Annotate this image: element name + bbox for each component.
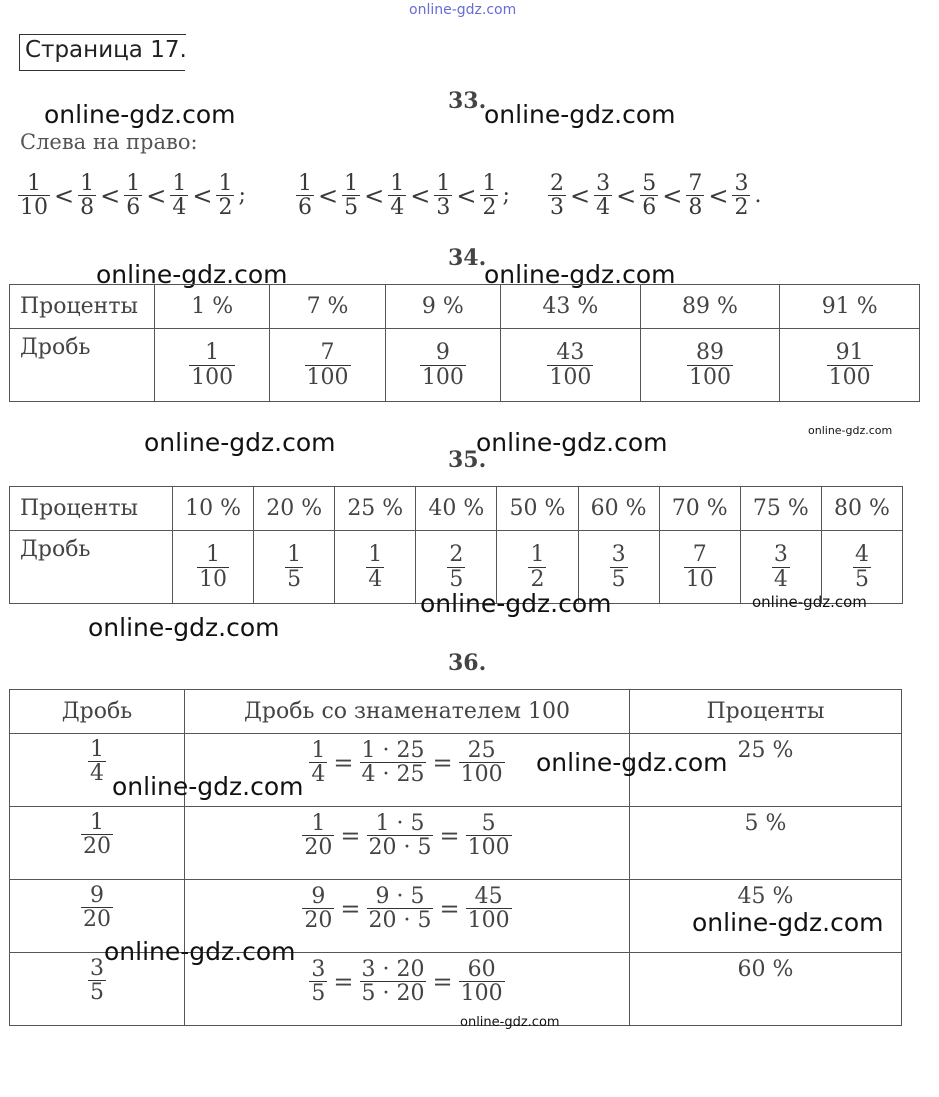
fraction <box>528 543 546 590</box>
denominator: 20 <box>83 834 111 860</box>
numerator: 1 · 5 <box>375 811 425 836</box>
fraction <box>853 543 871 590</box>
numerator: 1 <box>80 171 95 196</box>
conversion-equation <box>302 885 511 932</box>
numerator: 43 <box>556 340 585 366</box>
problem-36-table <box>9 689 902 1026</box>
operator: = <box>439 894 460 923</box>
fraction <box>640 172 658 219</box>
percent-cell: 40 % <box>416 487 497 531</box>
fraction <box>388 172 406 219</box>
denominator: 5 <box>311 981 326 1007</box>
row-label-percent: Проценты <box>10 285 155 329</box>
conversion-equation <box>302 812 511 859</box>
watermark: online-gdz.com <box>104 937 296 966</box>
denominator: 3 <box>550 195 564 221</box>
percent-cell: 75 % <box>740 487 821 531</box>
header-fraction-100: Дробь со знаменателем 100 <box>185 690 630 734</box>
fraction <box>189 341 235 388</box>
denominator: 100 <box>306 364 349 390</box>
watermark: online-gdz.com <box>420 589 612 618</box>
header-fraction: Дробь <box>10 690 185 734</box>
fraction <box>197 543 229 590</box>
problem-34-table <box>9 284 920 402</box>
fraction <box>366 543 384 590</box>
numerator: 7 <box>692 542 707 568</box>
numerator: 1 <box>311 811 326 836</box>
numerator: 91 <box>835 340 864 366</box>
fraction <box>285 543 303 590</box>
numerator: 1 <box>172 171 187 196</box>
numerator: 1 <box>298 171 312 196</box>
watermark: online-gdz.com <box>484 260 676 289</box>
numerator: 1 <box>368 542 383 568</box>
fraction-chain-2 <box>296 172 510 219</box>
denominator: 5 <box>611 566 626 592</box>
denominator: 2 <box>482 195 497 221</box>
fraction <box>302 885 334 932</box>
denominator: 100 <box>460 762 503 788</box>
numerator: 9 <box>435 340 450 366</box>
problem-33-number: 33. <box>448 88 487 114</box>
operator: < <box>410 181 431 210</box>
numerator: 3 · 20 <box>361 957 425 982</box>
operator: = <box>432 748 453 777</box>
fraction <box>367 812 434 859</box>
percent-cell: 20 % <box>254 487 335 531</box>
problem-35-number: 35. <box>448 447 487 473</box>
numerator: 9 <box>90 883 104 908</box>
fraction-cell <box>501 329 641 402</box>
watermark: online-gdz.com <box>112 772 304 801</box>
denominator: 4 <box>773 566 788 592</box>
problem-33-intro: Слева на право: <box>20 130 198 154</box>
percent-cell: 5 % <box>630 807 902 880</box>
denominator: 5 <box>287 566 302 592</box>
problem-34-number: 34. <box>448 245 487 271</box>
watermark: online-gdz.com <box>536 748 728 777</box>
numerator: 3 <box>734 171 749 196</box>
watermark: online-gdz.com <box>808 424 893 437</box>
percent-cell: 45 % <box>630 880 902 953</box>
fraction <box>772 543 790 590</box>
fraction <box>732 172 750 219</box>
percent-cell: 25 % <box>630 734 902 807</box>
fraction <box>78 172 96 219</box>
operator: < <box>146 181 167 210</box>
denominator: 2 <box>530 566 545 592</box>
fraction <box>305 341 351 388</box>
fraction <box>434 172 452 219</box>
numerator: 1 <box>27 171 41 196</box>
operator: < <box>54 181 75 210</box>
numerator: 1 <box>90 810 104 835</box>
fraction <box>170 172 188 219</box>
numerator: 60 <box>467 957 496 982</box>
numerator: 7 <box>320 340 335 366</box>
fraction <box>686 172 704 219</box>
row-label-fraction: Дробь <box>10 531 173 604</box>
numerator: 3 <box>596 171 611 196</box>
fraction <box>296 172 314 219</box>
denominator: 20 <box>304 908 333 934</box>
denominator: 3 <box>436 195 451 221</box>
fraction <box>216 172 234 219</box>
percent-cell: 25 % <box>335 487 416 531</box>
numerator: 1 <box>206 542 221 568</box>
fraction <box>459 958 505 1005</box>
fraction-cell <box>270 329 385 402</box>
operator: < <box>616 181 637 210</box>
watermark: online-gdz.com <box>44 100 236 129</box>
fraction-cell <box>335 531 416 604</box>
denominator: 8 <box>688 195 703 221</box>
numerator: 3 <box>773 542 788 568</box>
percent-cell: 9 % <box>385 285 500 329</box>
fraction <box>309 958 327 1005</box>
operator: = <box>340 894 361 923</box>
fraction <box>594 172 612 219</box>
numerator: 1 <box>287 542 302 568</box>
operator: < <box>318 181 339 210</box>
fraction <box>827 341 873 388</box>
operator: = <box>340 821 361 850</box>
numerator: 1 <box>344 171 359 196</box>
numerator: 2 <box>550 171 564 196</box>
denominator: 2 <box>218 195 233 221</box>
denominator: 100 <box>460 981 503 1007</box>
numerator: 1 <box>90 737 104 762</box>
denominator: 6 <box>298 195 312 221</box>
fraction <box>124 172 142 219</box>
numerator: 3 <box>611 542 626 568</box>
fraction-cell <box>173 531 254 604</box>
percent-cell: 91 % <box>780 285 920 329</box>
denominator: 5 <box>854 566 869 592</box>
operator: < <box>662 181 683 210</box>
denominator: 100 <box>467 908 510 934</box>
fraction-cell <box>155 329 270 402</box>
fraction <box>547 341 593 388</box>
conversion-cell <box>185 807 630 880</box>
denominator: 4 <box>90 761 104 787</box>
denominator: 20 · 5 <box>368 835 432 861</box>
fraction-cell <box>254 531 335 604</box>
page-title: Страница 17. <box>25 37 187 63</box>
fraction <box>687 341 733 388</box>
header-percent: Проценты <box>630 690 902 734</box>
conversion-equation <box>309 958 504 1005</box>
fraction <box>367 885 434 932</box>
watermark: online-gdz.com <box>144 428 336 457</box>
denominator: 100 <box>191 364 234 390</box>
denominator: 20 <box>304 835 333 861</box>
operator: = <box>333 967 354 996</box>
denominator: 100 <box>421 364 464 390</box>
numerator: 45 <box>474 884 503 909</box>
conversion-equation <box>309 739 504 786</box>
numerator: 5 <box>481 811 496 836</box>
denominator: 4 <box>368 566 383 592</box>
punctuation: . <box>754 183 762 209</box>
numerator: 1 <box>311 738 326 763</box>
fraction-cell <box>659 531 740 604</box>
fraction <box>466 812 512 859</box>
fraction <box>18 172 50 219</box>
denominator: 5 <box>449 566 464 592</box>
numerator: 1 <box>390 171 405 196</box>
denominator: 100 <box>828 364 871 390</box>
fraction-cell <box>640 329 780 402</box>
operator: = <box>439 821 460 850</box>
fraction <box>342 172 360 219</box>
fraction <box>447 543 465 590</box>
denominator: 6 <box>642 195 657 221</box>
fraction-chain-3 <box>548 172 761 219</box>
fraction <box>480 172 498 219</box>
fraction <box>309 739 327 786</box>
operator: < <box>570 181 591 210</box>
denominator: 4 <box>390 195 405 221</box>
watermark: online-gdz.com <box>460 1015 560 1030</box>
percent-cell: 60 % <box>630 953 902 1026</box>
numerator: 9 · 5 <box>375 884 425 909</box>
percent-cell: 70 % <box>659 487 740 531</box>
fraction <box>81 811 113 858</box>
fraction <box>302 812 334 859</box>
percent-cell: 50 % <box>497 487 578 531</box>
denominator: 10 <box>199 566 228 592</box>
numerator: 7 <box>688 171 703 196</box>
fraction <box>466 885 512 932</box>
fraction <box>459 739 505 786</box>
fraction <box>548 172 566 219</box>
operator: < <box>456 181 477 210</box>
fraction <box>684 543 716 590</box>
watermark: online-gdz.com <box>476 428 668 457</box>
percent-cell: 60 % <box>578 487 659 531</box>
watermark: online-gdz.com <box>88 613 280 642</box>
operator: < <box>192 181 213 210</box>
numerator: 3 <box>311 957 326 982</box>
fraction-cell <box>780 329 920 402</box>
operator: < <box>364 181 385 210</box>
watermark: online-gdz.com <box>96 260 288 289</box>
denominator: 4 <box>596 195 611 221</box>
fraction-cell <box>385 329 500 402</box>
punctuation: ; <box>238 183 246 209</box>
numerator: 1 · 25 <box>361 738 425 763</box>
fraction <box>360 958 427 1005</box>
percent-cell: 80 % <box>821 487 902 531</box>
denominator: 4 · 25 <box>361 762 425 788</box>
denominator: 100 <box>688 364 731 390</box>
denominator: 2 <box>734 195 749 221</box>
numerator: 1 <box>436 171 451 196</box>
numerator: 3 <box>90 956 104 981</box>
problem-35-table <box>9 486 903 604</box>
fraction <box>610 543 628 590</box>
percent-cell: 89 % <box>640 285 780 329</box>
numerator: 1 <box>530 542 545 568</box>
denominator: 100 <box>467 835 510 861</box>
table-row <box>10 807 902 880</box>
operator: = <box>432 967 453 996</box>
fraction <box>88 738 106 785</box>
denominator: 10 <box>20 195 48 221</box>
denominator: 8 <box>80 195 95 221</box>
denominator: 4 <box>172 195 187 221</box>
numerator: 2 <box>449 542 464 568</box>
denominator: 20 · 5 <box>368 908 432 934</box>
watermark: online-gdz.com <box>752 593 867 611</box>
numerator: 25 <box>467 738 496 763</box>
percent-cell: 43 % <box>501 285 641 329</box>
watermark: online-gdz.com <box>692 908 884 937</box>
operator: < <box>708 181 729 210</box>
denominator: 5 · 20 <box>361 981 425 1007</box>
numerator: 1 <box>218 171 233 196</box>
fraction-cell <box>10 807 185 880</box>
percent-cell: 7 % <box>270 285 385 329</box>
operator: = <box>333 748 354 777</box>
numerator: 1 <box>126 171 141 196</box>
denominator: 6 <box>126 195 141 221</box>
operator: < <box>100 181 121 210</box>
denominator: 4 <box>311 762 326 788</box>
problem-36-number: 36. <box>448 650 487 676</box>
numerator: 5 <box>642 171 657 196</box>
row-label-percent: Проценты <box>10 487 173 531</box>
watermark-top: online-gdz.com <box>409 2 517 18</box>
denominator: 100 <box>549 364 592 390</box>
fraction <box>81 884 113 931</box>
numerator: 9 <box>311 884 326 909</box>
percent-cell: 10 % <box>173 487 254 531</box>
numerator: 1 <box>482 171 497 196</box>
watermark: online-gdz.com <box>484 100 676 129</box>
denominator: 5 <box>344 195 359 221</box>
numerator: 1 <box>205 340 220 366</box>
punctuation: ; <box>502 183 510 209</box>
numerator: 89 <box>695 340 724 366</box>
denominator: 20 <box>83 907 111 933</box>
denominator: 5 <box>90 980 104 1006</box>
fraction <box>420 341 466 388</box>
fraction-chain-1 <box>18 172 246 219</box>
denominator: 10 <box>685 566 714 592</box>
numerator: 4 <box>854 542 869 568</box>
percent-cell: 1 % <box>155 285 270 329</box>
fraction <box>360 739 427 786</box>
row-label-fraction: Дробь <box>10 329 155 402</box>
